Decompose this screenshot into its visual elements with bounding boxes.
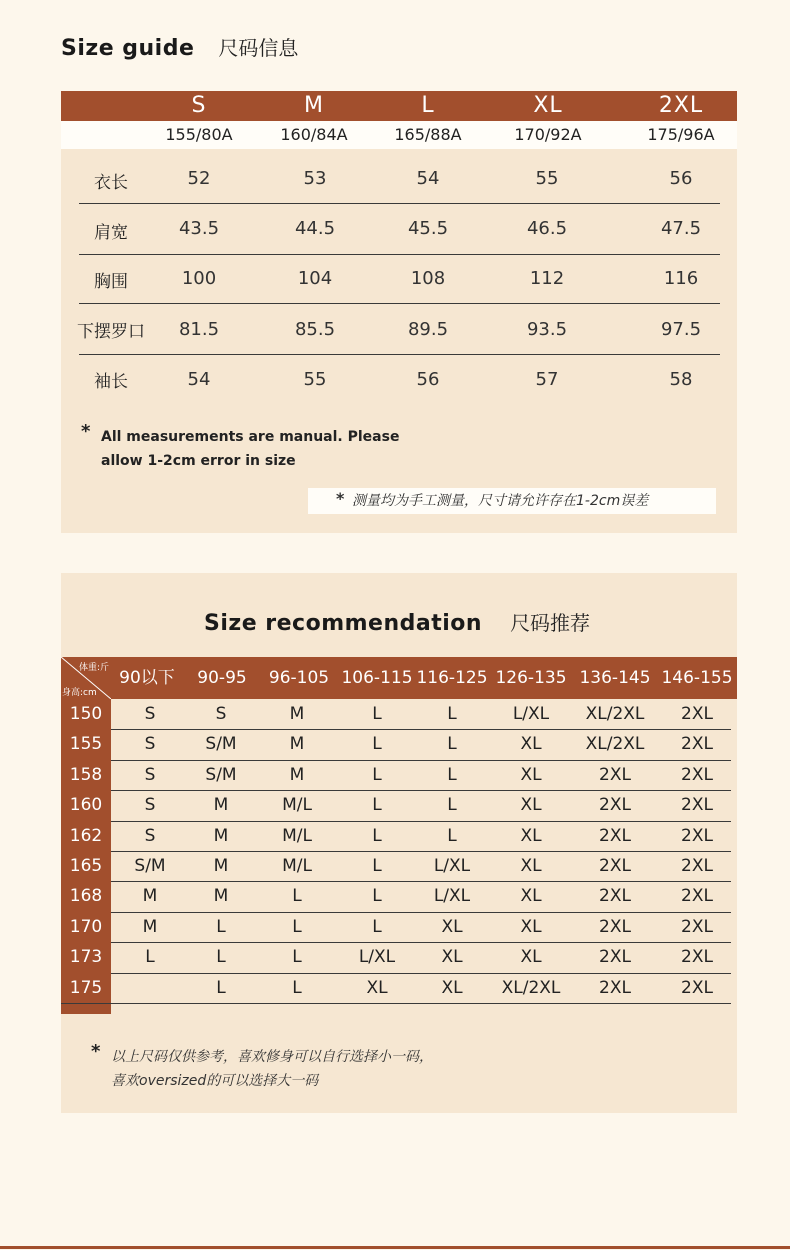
measurement-value: 46.5 xyxy=(526,218,568,239)
height-label: 165 xyxy=(69,856,103,876)
recommended-size: XL/2XL xyxy=(585,734,645,755)
spec-label: 155/80A xyxy=(165,125,233,144)
size-guide-title-zh: 尺码信息 xyxy=(218,36,299,60)
measurement-value: 85.5 xyxy=(294,319,336,340)
spec-label: 175/96A xyxy=(647,125,715,144)
size-header: L xyxy=(421,93,435,118)
recommended-size: L xyxy=(292,947,302,968)
recommended-size: XL xyxy=(520,795,542,816)
recommended-size: L/XL xyxy=(433,886,471,907)
recommended-size: 2XL xyxy=(681,977,713,998)
measurement-label: 衣长 xyxy=(94,173,128,193)
weight-header: 90以下 xyxy=(119,668,175,688)
recommended-size: L xyxy=(372,734,382,755)
row-divider xyxy=(111,881,731,882)
note-line: 喜欢oversized的可以选择大一码 xyxy=(111,1073,319,1089)
note-zh: 测量均为手工测量，尺寸请允许存在1-2cm误差 xyxy=(352,493,649,509)
recommended-size: 2XL xyxy=(681,886,713,907)
measurement-value: 52 xyxy=(187,168,211,189)
size-header-row xyxy=(61,91,737,121)
recommended-size: XL xyxy=(520,856,542,876)
recommended-size: L xyxy=(292,977,302,998)
measurement-value: 55 xyxy=(303,369,327,390)
note-en xyxy=(101,425,399,473)
row-divider xyxy=(61,1003,731,1004)
recommended-size: L xyxy=(447,795,457,816)
recommended-size: L xyxy=(372,764,382,785)
recommended-size: 2XL xyxy=(599,825,631,846)
measurement-value: 54 xyxy=(416,168,440,189)
size-rec-title-en: Size recommendation xyxy=(204,611,483,636)
size-recommendation-title xyxy=(204,607,590,636)
recommended-size: L xyxy=(292,916,302,937)
height-label: 168 xyxy=(69,886,103,907)
recommended-size: S xyxy=(144,764,156,785)
recommended-size: S xyxy=(144,704,156,724)
measurement-value: 104 xyxy=(297,268,333,289)
weight-header: 90-95 xyxy=(197,668,247,688)
note-en-line: All measurements are manual. Please xyxy=(101,429,400,445)
note-zh-box xyxy=(308,488,716,514)
measurement-value: 54 xyxy=(187,369,211,390)
recommended-size: M xyxy=(213,795,229,816)
measurement-value: 81.5 xyxy=(178,319,220,340)
row-divider xyxy=(111,821,731,822)
measurement-value: 55 xyxy=(535,168,559,189)
row-divider xyxy=(79,254,720,255)
recommended-size: S/M xyxy=(205,734,237,755)
recommended-size: M xyxy=(289,734,305,755)
bottom-border xyxy=(0,1246,790,1249)
measurement-value: 108 xyxy=(410,268,446,289)
recommended-size: L xyxy=(372,825,382,846)
note-en-line: allow 1-2cm error in size xyxy=(101,453,296,469)
recommended-size: XL xyxy=(441,947,463,968)
weight-header-row xyxy=(61,657,737,699)
recommended-size: S xyxy=(144,734,156,755)
height-label: 162 xyxy=(69,825,103,846)
corner-weight-label: 体重:斤 xyxy=(79,663,110,673)
measurement-value: 100 xyxy=(181,268,217,289)
recommended-size: L xyxy=(447,825,457,846)
measurement-value: 112 xyxy=(529,268,565,289)
recommended-size: 2XL xyxy=(681,916,713,937)
measurement-value: 89.5 xyxy=(407,319,449,340)
recommended-size: 2XL xyxy=(599,916,631,937)
recommended-size: L xyxy=(372,856,382,876)
weight-header: 96-105 xyxy=(268,668,330,688)
recommended-size: 2XL xyxy=(681,947,713,968)
recommended-size: L xyxy=(372,704,382,724)
recommended-size: M xyxy=(289,704,305,724)
recommended-size: 2XL xyxy=(681,734,713,755)
size-recommendation-table xyxy=(61,573,737,1113)
measurement-value: 57 xyxy=(535,369,559,390)
recommended-size: XL xyxy=(441,916,463,937)
recommended-size: XL xyxy=(520,916,542,937)
note-asterisk: * xyxy=(336,489,345,508)
recommended-size: 2XL xyxy=(599,977,631,998)
measurement-label: 下摆罗口 xyxy=(77,322,145,342)
recommended-size: M xyxy=(213,856,229,876)
recommended-size: L/XL xyxy=(512,704,550,724)
recommended-size: L xyxy=(372,916,382,937)
recommended-size: 2XL xyxy=(681,795,713,816)
recommended-size: M xyxy=(213,825,229,846)
spec-label: 170/92A xyxy=(514,125,582,144)
row-divider xyxy=(111,973,731,974)
corner-header xyxy=(61,657,111,699)
row-divider xyxy=(111,942,731,943)
recommended-size: M/L xyxy=(282,856,312,876)
recommended-size: L xyxy=(145,947,155,968)
spec-label: 165/88A xyxy=(394,125,462,144)
weight-header: 146-155 xyxy=(661,668,733,688)
size-guide-table xyxy=(61,91,737,533)
size-rec-title-zh: 尺码推荐 xyxy=(510,611,591,635)
size-guide-title-en: Size guide xyxy=(61,36,195,61)
recommended-size: L xyxy=(372,886,382,907)
weight-header: 136-145 xyxy=(579,668,651,688)
size-header: S xyxy=(191,93,207,118)
corner-height-label: 身高:cm xyxy=(62,688,97,698)
recommended-size: M xyxy=(213,886,229,907)
measurement-value: 47.5 xyxy=(660,218,702,239)
recommended-size: S xyxy=(144,795,156,816)
recommended-size: S xyxy=(144,825,156,846)
note-asterisk: * xyxy=(91,1041,101,1062)
recommended-size: L xyxy=(216,916,226,937)
row-divider xyxy=(79,303,720,304)
recommended-size: L/XL xyxy=(433,856,471,876)
row-divider xyxy=(79,354,720,355)
recommended-size: 2XL xyxy=(681,704,713,724)
recommended-size: 2XL xyxy=(599,947,631,968)
size-header: 2XL xyxy=(658,93,704,118)
measurement-value: 93.5 xyxy=(526,319,568,340)
measurement-value: 53 xyxy=(303,168,327,189)
row-divider xyxy=(111,790,731,791)
recommended-size: M xyxy=(142,886,158,907)
size-guide-title xyxy=(61,32,298,61)
recommended-size: L xyxy=(372,795,382,816)
recommended-size: M/L xyxy=(282,795,312,816)
recommended-size: M/L xyxy=(282,825,312,846)
recommended-size: 2XL xyxy=(599,764,631,785)
recommended-size: XL xyxy=(441,977,463,998)
measurement-value: 43.5 xyxy=(178,218,220,239)
measurement-value: 44.5 xyxy=(294,218,336,239)
recommended-size: L xyxy=(447,704,457,724)
recommended-size: XL xyxy=(520,825,542,846)
recommended-size: XL/2XL xyxy=(585,704,645,724)
height-label: 170 xyxy=(69,916,103,937)
row-divider xyxy=(111,760,731,761)
height-label: 158 xyxy=(69,764,103,785)
recommended-size: XL xyxy=(520,734,542,755)
measurement-value: 97.5 xyxy=(660,319,702,340)
note-line: 以上尺码仅供参考，喜欢修身可以自行选择小一码， xyxy=(111,1049,433,1065)
row-divider xyxy=(111,729,731,730)
recommended-size: L xyxy=(292,886,302,907)
recommended-size: 2XL xyxy=(599,886,631,907)
row-divider xyxy=(79,203,720,204)
measurement-label: 袖长 xyxy=(94,372,128,392)
recommended-size: XL xyxy=(520,886,542,907)
spec-row xyxy=(61,121,737,149)
recommended-size: L xyxy=(216,947,226,968)
measurement-label: 胸围 xyxy=(94,272,128,292)
recommended-size: 2XL xyxy=(599,856,631,876)
recommended-size: M xyxy=(142,916,158,937)
measurement-value: 116 xyxy=(663,268,699,289)
size-header: M xyxy=(304,93,324,118)
height-label: 173 xyxy=(69,947,103,968)
weight-header: 106-115 xyxy=(341,668,413,688)
recommendation-note xyxy=(111,1045,433,1093)
measurement-value: 58 xyxy=(669,369,693,390)
measurement-value: 56 xyxy=(669,168,693,189)
height-label: 160 xyxy=(69,795,103,816)
weight-header: 126-135 xyxy=(495,668,567,688)
recommended-size: M xyxy=(289,764,305,785)
measurement-value: 56 xyxy=(416,369,440,390)
recommended-size: 2XL xyxy=(599,795,631,816)
height-label: 155 xyxy=(69,734,103,755)
height-label: 150 xyxy=(69,704,103,724)
recommended-size: XL xyxy=(520,764,542,785)
recommended-size: L xyxy=(447,734,457,755)
spec-label: 160/84A xyxy=(280,125,348,144)
size-header: XL xyxy=(533,93,563,118)
recommended-size: S/M xyxy=(205,764,237,785)
recommended-size: XL xyxy=(520,947,542,968)
row-divider xyxy=(111,912,731,913)
recommended-size: S xyxy=(215,704,227,724)
recommended-size: L xyxy=(216,977,226,998)
recommended-size: 2XL xyxy=(681,856,713,876)
recommended-size: L xyxy=(447,764,457,785)
note-asterisk: * xyxy=(81,421,91,442)
weight-header: 116-125 xyxy=(416,668,488,688)
measurement-label: 肩宽 xyxy=(94,223,128,243)
measurement-value: 45.5 xyxy=(407,218,449,239)
height-label: 175 xyxy=(69,977,103,998)
recommended-size: XL xyxy=(366,977,388,998)
recommended-size: XL/2XL xyxy=(501,977,561,998)
recommended-size: 2XL xyxy=(681,825,713,846)
recommended-size: S/M xyxy=(134,856,166,876)
recommended-size: 2XL xyxy=(681,764,713,785)
row-divider xyxy=(111,851,731,852)
recommended-size: L/XL xyxy=(358,947,396,968)
